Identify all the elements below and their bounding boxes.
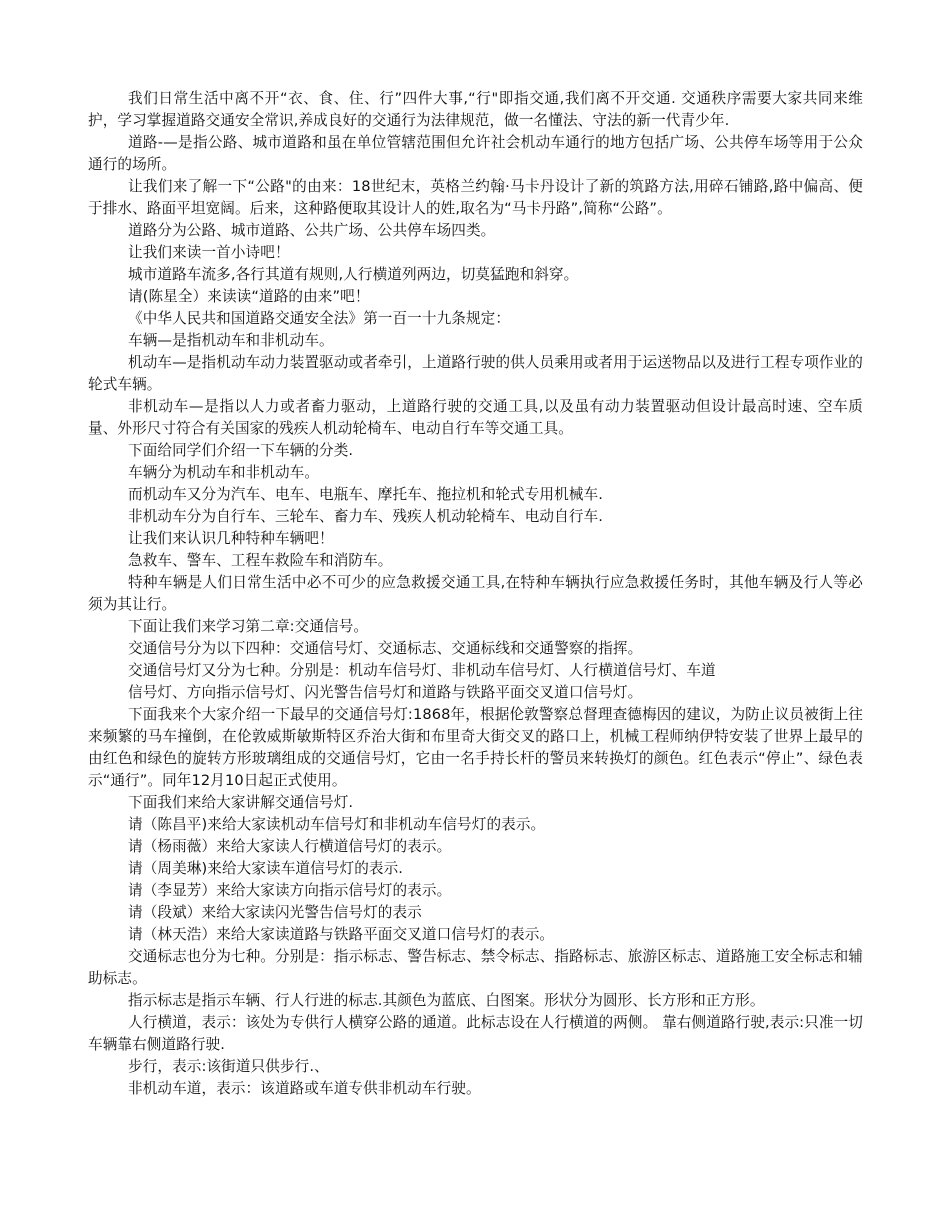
paragraph-18: 特种车辆是人们日常生活中必不可少的应急救援交通工具,在特种车辆执行应急救援任务时，其他车辆及行人等必须为其让行。 bbox=[88, 574, 863, 613]
paragraph-27: 请（周美琳)来给大家读车道信号灯的表示. bbox=[128, 860, 404, 877]
paragraph-20: 交通信号分为以下四种：交通信号灯、交通标志、交通标线和交通警察的指挥。 bbox=[128, 640, 643, 657]
paragraph-14: 而机动车又分为汽车、电车、电瓶车、摩托车、拖拉机和轮式专用机械车. bbox=[128, 486, 603, 503]
paragraph-1: 我们日常生活中离不开“衣、食、住、行”四件大事,“行"即指交通,我们离不开交通. 交通秩序需要大家共同来维护，学习掌握道路交通安全常识,养成良好的交通行为法律规范，做一名懂法、守法的新一代青少年. bbox=[88, 90, 863, 129]
paragraph-3: 让我们来了解一下“公路"的由来：18世纪末，英格兰约翰·马卡丹设计了新的筑路方法,用碎石铺路,路中偏高、便于排水、路面平坦宽阔。后来，这种路便取其设计人的姓,取名为“马卡丹路”,简称“公路”。 bbox=[88, 178, 863, 217]
paragraph-35: 非机动车道，表示：该道路或车道专供非机动车行驶。 bbox=[128, 1080, 481, 1097]
paragraph-5: 让我们来读一首小诗吧！ bbox=[128, 244, 290, 261]
paragraph-15: 非机动车分为自行车、三轮车、畜力车、残疾人机动轮椅车、电动自行车. bbox=[128, 508, 603, 525]
paragraph-7: 请(陈星全）来读读“道路的由来”吧！ bbox=[128, 288, 370, 305]
paragraph-6: 城市道路车流多,各行其道有规则,人行横道列两边，切莫猛跑和斜穿。 bbox=[128, 266, 579, 283]
paragraph-8: 《中华人民共和国道路交通安全法》第一百一十九条规定： bbox=[128, 310, 511, 327]
paragraph-31: 交通标志也分为七种。分别是：指示标志、警告标志、禁令标志、指路标志、旅游区标志、道路施工安全标志和辅助标志。 bbox=[88, 948, 863, 987]
paragraph-28: 请（李显芳）来给大家读方向指示信号灯的表示。 bbox=[128, 882, 452, 899]
paragraph-23: 下面我来个大家介绍一下最早的交通信号灯:1868年，根据伦敦警察总督理查德梅因的建议，为防止议员被街上往来频繁的马车撞倒，在伦敦威斯敏斯特区乔治大街和布里奇大街交叉的路口上，机械工程师纳伊特安装了世界上最早的由红色和绿色的旋转方形玻璃组成的交通信号灯，它由一名手持长杆的警员来转换灯的颜色。红色表示“停止”、绿色表示“通行”。同年12月10日起正式使用。 bbox=[88, 706, 863, 789]
paragraph-10: 机动车—是指机动车动力装置驱动或者牵引，上道路行驶的供人员乘用或者用于运送物品以及进行工程专项作业的轮式车辆。 bbox=[88, 354, 863, 393]
paragraph-22: 信号灯、方向指示信号灯、闪光警告信号灯和道路与铁路平面交叉道口信号灯。 bbox=[128, 684, 643, 701]
paragraph-17: 急救车、警车、工程车救险车和消防车。 bbox=[128, 552, 393, 569]
paragraph-19: 下面让我们来学习第二章:交通信号。 bbox=[128, 618, 369, 635]
paragraph-4: 道路分为公路、城市道路、公共广场、公共停车场四类。 bbox=[128, 222, 496, 239]
paragraph-11: 非机动车—是指以人力或者畜力驱动，上道路行驶的交通工具,以及虽有动力装置驱动但设计最高时速、空车质量、外形尺寸符合有关国家的残疾人机动轮椅车、电动自行车等交通工具。 bbox=[88, 398, 863, 437]
paragraph-33: 人行横道，表示：该处为专供行人横穿公路的通道。此标志设在人行横道的两侧。 靠右侧道路行驶,表示:只准一切车辆靠右侧道路行驶. bbox=[88, 1014, 863, 1053]
paragraph-30: 请（林天浩）来给大家读道路与铁路平面交叉道口信号灯的表示。 bbox=[128, 926, 555, 943]
paragraph-32: 指示标志是指示车辆、行人行进的标志.其颜色为蓝底、白图案。形状分为圆形、长方形和正方形。 bbox=[128, 992, 765, 1009]
paragraph-9: 车辆—是指机动车和非机动车。 bbox=[128, 332, 334, 349]
paragraph-34: 步行，表示:该街道只供步行.、 bbox=[128, 1058, 329, 1075]
paragraph-29: 请（段斌）来给大家读闪光警告信号灯的表示 bbox=[128, 904, 422, 921]
paragraph-25: 请（陈昌平)来给大家读机动车信号灯和非机动车信号灯的表示。 bbox=[128, 816, 546, 833]
paragraph-2: 道路-—是指公路、城市道路和虽在单位管辖范围但允许社会机动车通行的地方包括广场、公共停车场等用于公众通行的场所。 bbox=[88, 134, 863, 173]
paragraph-16: 让我们来认识几种特种车辆吧！ bbox=[128, 530, 334, 547]
document-page bbox=[88, 88, 863, 1100]
paragraph-21: 交通信号灯又分为七种。分别是：机动车信号灯、非机动车信号灯、人行横道信号灯、车道 bbox=[128, 662, 716, 679]
paragraph-24: 下面我们来给大家讲解交通信号灯. bbox=[128, 794, 354, 811]
paragraph-26: 请（杨雨薇）来给大家读人行横道信号灯的表示。 bbox=[128, 838, 452, 855]
paragraph-12: 下面给同学们介绍一下车辆的分类. bbox=[128, 442, 354, 459]
paragraph-13: 车辆分为机动车和非机动车。 bbox=[128, 464, 320, 481]
